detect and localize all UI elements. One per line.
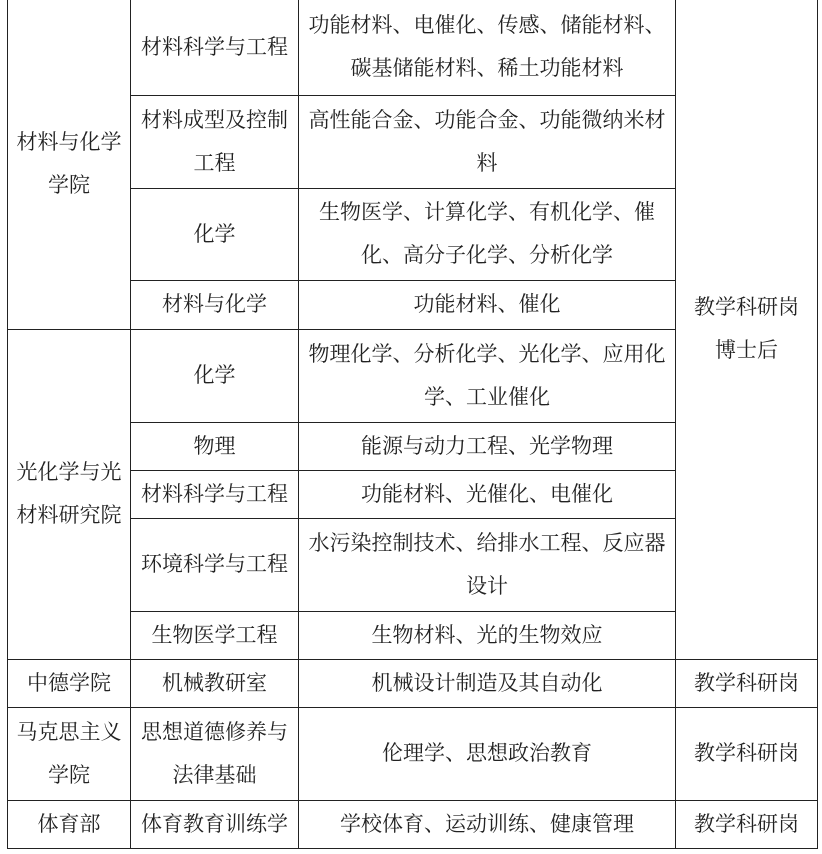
discipline-cell bbox=[131, 280, 299, 329]
college-name: 材料与化学学院 bbox=[16, 130, 122, 198]
direction-cell bbox=[299, 95, 676, 188]
research-direction: 功能材料、光催化、电催化 bbox=[361, 481, 613, 506]
college-cell bbox=[8, 800, 131, 848]
table-row bbox=[8, 0, 818, 95]
discipline-cell bbox=[131, 518, 299, 611]
discipline-name: 材料科学与工程 bbox=[141, 34, 288, 59]
position-cell bbox=[676, 707, 818, 800]
position-cell bbox=[676, 659, 818, 707]
direction-cell bbox=[299, 470, 676, 518]
research-direction: 生物医学、计算化学、有机化学、催化、高分子化学、分析化学 bbox=[319, 200, 655, 267]
college-cell bbox=[8, 329, 131, 659]
research-direction: 生物材料、光的生物效应 bbox=[371, 622, 603, 647]
direction-cell bbox=[299, 518, 676, 611]
discipline-cell bbox=[131, 707, 299, 800]
college-cell bbox=[8, 707, 131, 800]
position-cell bbox=[676, 800, 818, 848]
college-name: 中德学院 bbox=[27, 670, 111, 695]
direction-cell bbox=[299, 329, 676, 422]
discipline-cell bbox=[131, 329, 299, 422]
discipline-name: 化学 bbox=[193, 363, 236, 387]
direction-cell bbox=[299, 280, 676, 329]
research-direction: 能源与动力工程、光学物理 bbox=[361, 433, 613, 458]
college-name: 体育部 bbox=[37, 811, 101, 836]
direction-cell bbox=[299, 0, 676, 95]
research-direction: 水污染控制技术、给排水工程、反应器设计 bbox=[308, 530, 666, 598]
direction-cell bbox=[299, 611, 676, 659]
table-row bbox=[8, 659, 818, 707]
table-row bbox=[8, 800, 818, 848]
direction-cell bbox=[299, 188, 676, 280]
research-direction: 伦理学、思想政治教育 bbox=[382, 741, 592, 765]
discipline-name: 环境科学与工程 bbox=[141, 552, 288, 576]
discipline-cell bbox=[131, 0, 299, 95]
position-name: 教学科研岗 bbox=[694, 741, 799, 765]
table-row bbox=[8, 707, 818, 800]
college-cell bbox=[8, 0, 131, 329]
discipline-cell bbox=[131, 422, 299, 470]
discipline-cell bbox=[131, 470, 299, 518]
position-name: 教学科研岗 bbox=[694, 670, 799, 695]
research-direction: 功能材料、电催化、传感、储能材料、碳基储能材料、稀土功能材料 bbox=[308, 13, 666, 81]
direction-cell bbox=[299, 707, 676, 800]
direction-cell bbox=[299, 659, 676, 707]
discipline-name: 化学 bbox=[193, 221, 236, 246]
position-cell bbox=[676, 0, 818, 659]
discipline-cell bbox=[131, 95, 299, 188]
discipline-name: 生物医学工程 bbox=[151, 622, 278, 647]
research-direction: 物理化学、分析化学、光化学、应用化学、工业催化 bbox=[308, 341, 666, 409]
discipline-name: 机械教研室 bbox=[162, 670, 267, 695]
position-name: 教学科研岗 bbox=[694, 811, 799, 836]
discipline-name: 材料与化学 bbox=[162, 292, 267, 316]
discipline-name: 物理 bbox=[193, 433, 236, 458]
discipline-cell bbox=[131, 659, 299, 707]
discipline-name: 材料成型及控制工程 bbox=[141, 107, 288, 175]
direction-cell bbox=[299, 422, 676, 470]
position-name: 教学科研岗博士后 bbox=[694, 295, 799, 363]
research-direction: 机械设计制造及其自动化 bbox=[371, 670, 603, 695]
discipline-name: 思想道德修养与法律基础 bbox=[141, 719, 288, 787]
discipline-name: 体育教育训练学 bbox=[141, 811, 288, 836]
research-direction: 学校体育、运动训练、健康管理 bbox=[340, 811, 634, 836]
research-direction: 高性能合金、功能合金、功能微纳米材料 bbox=[308, 107, 666, 175]
discipline-cell bbox=[131, 800, 299, 848]
recruitment-table bbox=[7, 0, 818, 849]
research-direction: 功能材料、催化 bbox=[413, 292, 561, 316]
college-cell bbox=[8, 659, 131, 707]
direction-cell bbox=[299, 800, 676, 848]
college-name: 马克思主义学院 bbox=[16, 719, 122, 787]
discipline-cell bbox=[131, 611, 299, 659]
discipline-name: 材料科学与工程 bbox=[141, 481, 288, 506]
college-name: 光化学与光材料研究院 bbox=[16, 460, 122, 527]
discipline-cell bbox=[131, 188, 299, 280]
